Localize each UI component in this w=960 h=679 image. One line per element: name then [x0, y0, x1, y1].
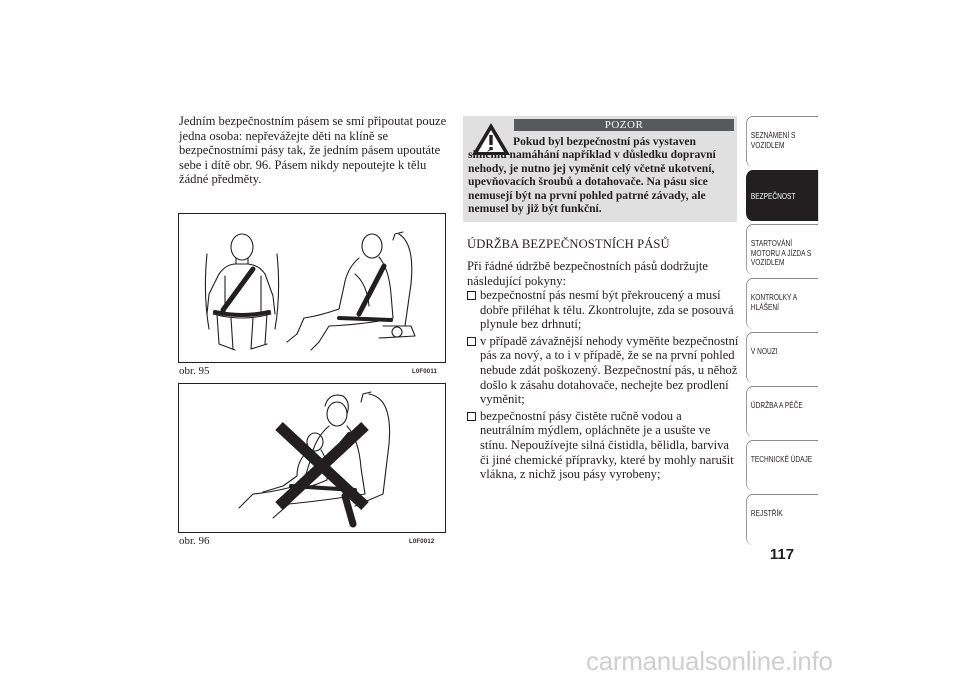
- tab-kontrolky[interactable]: KONTROLKY A HLÁŠENÍ: [746, 278, 818, 329]
- figure-caption: obr. 96: [179, 535, 210, 547]
- list-item: v případě závažnější nehody vyměňte bezpečnostní pás za nový, a to i v případě, že se na první pohled nebude zdát poškozený. Bezpečnostní pás, u něhož došlo k zásahu dotahovače, nechejte bez prodlení vyměnit;: [467, 334, 739, 407]
- tab-technicke[interactable]: TECHNICKÉ ÚDAJE: [746, 440, 818, 491]
- tab-bezpecnost[interactable]: BEZPEČNOST: [746, 170, 818, 221]
- tab-udrzba[interactable]: ÚDRŽBA A PÉČE: [746, 386, 818, 437]
- checkbox-bullet-icon: [467, 337, 476, 346]
- warning-heading: POZOR: [514, 119, 734, 131]
- figure-code: L0F0012: [409, 539, 435, 545]
- figure-95: [178, 213, 446, 363]
- tab-v-nouzi[interactable]: V NOUZI: [746, 332, 818, 383]
- warning-box: [463, 116, 737, 222]
- page-number: 117: [769, 546, 795, 563]
- warning-text: Pokud byl bezpečnostní pás vystaven silnému namáhání například v důsledku dopravní nehody, je nutno jej vyměnit celý včetně ukotvení, upevňovacích šroubů a dotahovače. Na pásu sice nemusejí být na první pohled patrné závady, ale nemusel by již být funkční.: [468, 135, 716, 216]
- figure-caption: obr. 95: [179, 365, 210, 377]
- checkbox-bullet-icon: [467, 412, 476, 421]
- tab-startovani[interactable]: STARTOVÁNÍ MOTORU A JÍZDA S VOZIDLEM: [746, 224, 818, 275]
- list-item: bezpečnostní pás nesmí být překroucený a musí dobře přiléhat k tělu. Zkontrolujte, zda se posouvá plynule bez drhnutí;: [467, 288, 739, 332]
- watermark: carmanualsonline.info: [586, 646, 833, 676]
- maintenance-list: [467, 288, 739, 484]
- figure-96: [178, 383, 446, 533]
- tab-seznameni[interactable]: SEZNÁMENÍ S VOZIDLEM: [746, 116, 818, 167]
- seatbelt-illustration: [179, 214, 445, 362]
- section-intro: Při řádné údržbě bezpečnostních pásů dodržujte následující pokyny:: [467, 259, 708, 288]
- tab-rejstrik[interactable]: REJSTŘÍK: [746, 494, 818, 545]
- child-on-lap-illustration: [179, 384, 445, 532]
- checkbox-bullet-icon: [467, 291, 476, 300]
- list-item: bezpečnostní pásy čistěte ručně vodou a neutrálním mýdlem, opláchněte je a usušte ve stínu. Nepoužívejte silná čistidla, bělidla, barviva či jiné chemické přípravky, které by mohly narušit vlákna, z nichž jsou pásy vyrobeny;: [467, 409, 739, 482]
- figure-code: L0F0011: [412, 369, 438, 375]
- intro-paragraph: Jedním bezpečnostním pásem se smí připoutat pouze jedna osoba: nepřevážejte děti na klíně se bezpečnostními pásy tak, že jedním pásem upoutáte sebe i dítě obr. 96. Pásem nikdy nepoutejte k tělu žádné předměty.: [179, 114, 447, 187]
- section-title: ÚDRŽBA BEZPEČNOSTNÍCH PÁSŮ: [467, 237, 670, 251]
